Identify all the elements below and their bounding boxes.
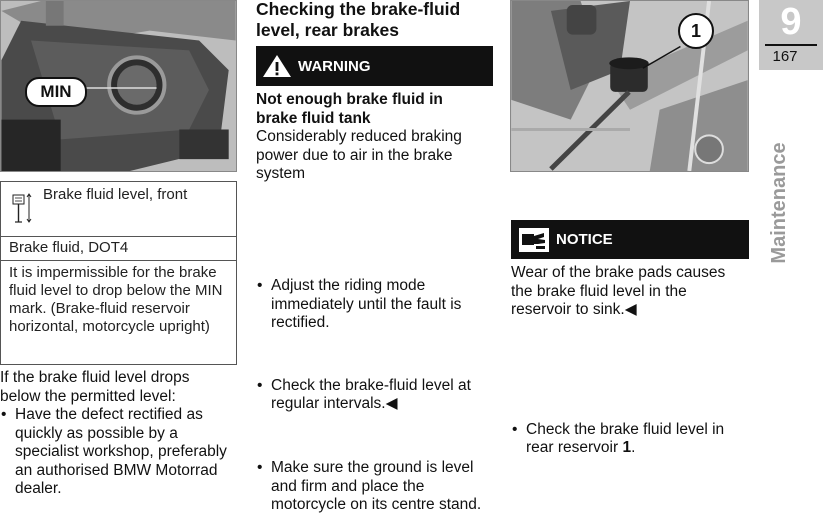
right-bullet-ref: 1	[622, 439, 632, 457]
min-label-bubble	[25, 77, 87, 107]
right-bullet-end: .	[631, 439, 636, 457]
notice-label: NOTICE	[556, 231, 613, 248]
callout-number: 1	[690, 20, 701, 41]
spec-note: It is impermissible for the brake fluid level to drop below the MIN mark. (Brake-fluid reservoir horizontal, motorcycle upright)	[9, 264, 223, 335]
right-bullet-text: Check the brake fluid level in rear reservoir	[526, 420, 725, 457]
warning-icon	[262, 54, 292, 78]
left-paragraph: If the brake fluid level drops below the permitted level:	[0, 369, 190, 405]
page-number: 167	[772, 48, 798, 65]
callout-circle	[678, 13, 714, 49]
middle-bullet-3: • Make sure the ground is level and firm and place the motorcycle on its centre stand.	[256, 459, 503, 515]
front-reservoir-photo	[0, 0, 237, 172]
right-bullet	[511, 421, 756, 458]
spec-note-box	[0, 261, 237, 365]
notice-icon	[518, 227, 550, 253]
gauge-icon	[11, 192, 35, 224]
spec-fluid	[1, 237, 236, 259]
warning-bar	[256, 46, 493, 86]
warning-title: Not enough brake fluid in brake fluid tank	[256, 91, 443, 127]
notice-bar	[511, 220, 749, 259]
notice-text: Wear of the brake pads causes the brake fluid level in the reservoir to sink.◀	[511, 264, 726, 319]
chapter-tab	[759, 0, 823, 70]
spec-title-box	[0, 181, 237, 237]
chapter-number: 9	[780, 1, 802, 43]
middle-bullet-2: • Check the brake-fluid level at regular intervals.◀	[256, 377, 496, 414]
middle-bullet-1: • Adjust the riding mode immediately until the fault is rectified.	[256, 277, 509, 333]
warning-text: Considerably reduced braking power due to air in the brake system	[256, 128, 462, 183]
spec-title: Brake fluid level, front	[43, 186, 188, 203]
warning-label: WARNING	[298, 57, 371, 75]
section-label: Maintenance	[768, 142, 790, 264]
min-label: MIN	[40, 82, 72, 101]
section-label-wrap	[768, 138, 790, 268]
left-bullet: • Have the defect rectified as quickly as possible by a specialist workshop, preferably an authorised BMW Motorrad dealer.	[0, 406, 230, 499]
rear-reservoir-photo	[510, 0, 749, 172]
tab-divider	[765, 44, 817, 46]
spec-fluid-label: Brake fluid,	[9, 239, 89, 256]
spec-fluid-value: DOT4	[88, 239, 129, 256]
spec-fluid-box	[0, 237, 237, 261]
section-heading: Checking the brake-fluid level, rear brakes	[256, 0, 461, 40]
